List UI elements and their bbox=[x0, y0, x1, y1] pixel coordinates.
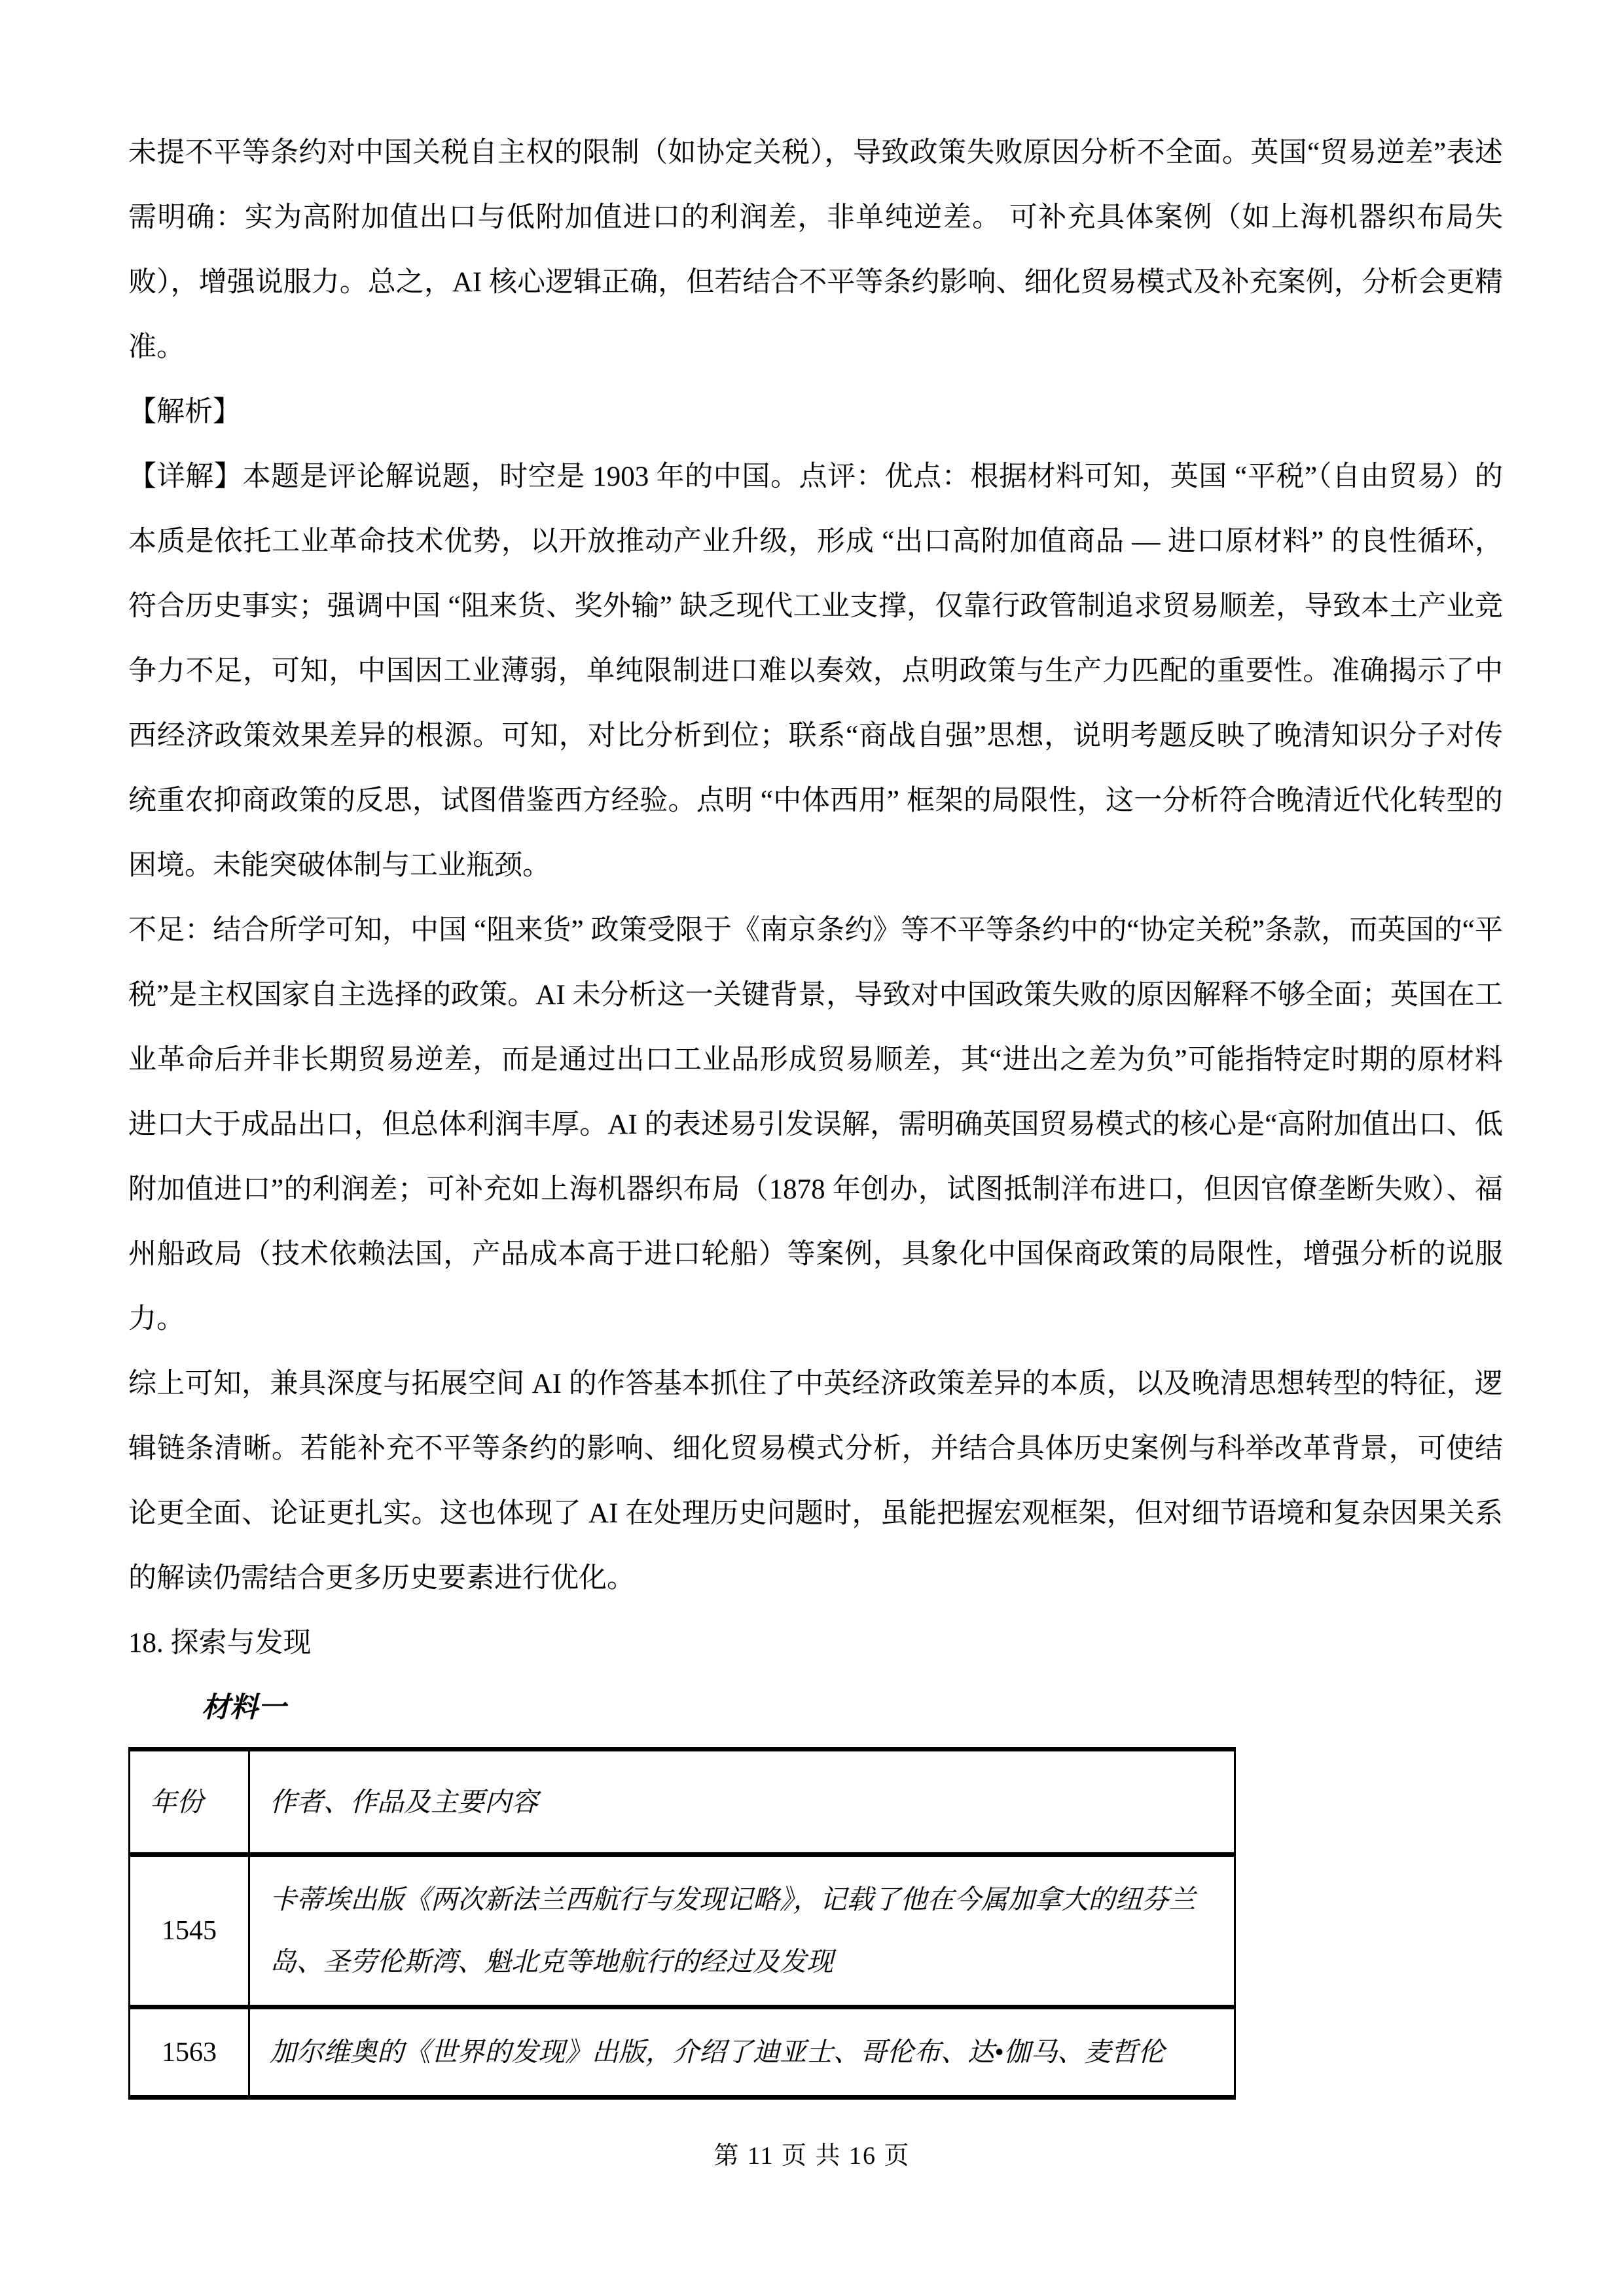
content-cell: 加尔维奥的《世界的发现》出版，介绍了迪亚士、哥伦布、达•伽马、麦哲伦 bbox=[249, 2007, 1235, 2098]
material-1-label: 材料一 bbox=[202, 1693, 286, 1723]
continuation-paragraph: 未提不平等条约对中国关税自主权的限制（如协定关税），导致政策失败原因分析不全面。英国“贸易逆差”表述需明确：实为高附加值出口与低附加值进口的利润差，非单纯逆差。 可补充具体案例（如上海机器织布局失败），增强说服力。总之，AI 核心逻辑正确，但若结合不平等条约影响、细化贸易模式及补充案例，分析会更精准。 bbox=[128, 137, 1503, 363]
page-footer: 第 11 页 共 16 页 bbox=[713, 2142, 911, 2170]
detail-paragraph bbox=[128, 444, 1503, 898]
materials-table bbox=[128, 1747, 1236, 2100]
table-header-year: 年份 bbox=[130, 1749, 249, 1855]
analysis-heading: 【解析】 bbox=[128, 397, 241, 427]
table-header-row bbox=[130, 1749, 1235, 1855]
question-18-heading: 18. 探索与发现 bbox=[128, 1628, 312, 1659]
year-cell: 1563 bbox=[130, 2007, 249, 2098]
summary-paragraph: 综上可知，兼具深度与拓展空间 AI 的作答基本抓住了中英经济政策差异的本质，以及晚清思想转型的特征，逻辑链条清晰。若能补充不平等条约的影响、细化贸易模式分析，并结合具体历史案例与科举改革背景，可使结论更全面、论证更扎实。这也体现了 AI 在处理历史问题时，虽能把握宏观框架，但对细节语境和复杂因果关系的解读仍需结合更多历史要素进行优化。 bbox=[128, 1369, 1503, 1594]
table-row bbox=[130, 2007, 1235, 2098]
page-body bbox=[128, 120, 1503, 2100]
year-cell: 1545 bbox=[130, 1855, 249, 2007]
table-header-content: 作者、作品及主要内容 bbox=[249, 1749, 1235, 1855]
shortcomings-paragraph: 不足：结合所学可知，中国 “阻来货” 政策受限于《南京条约》等不平等条约中的“协定关税”条款，而英国的“平税”是主权国家自主选择的政策。AI 未分析这一关键背景，导致对中国政策失败的原因解释不够全面；英国在工业革命后并非长期贸易逆差，而是通过出口工业品形成贸易顺差，其“进出之差为负”可能指特定时期的原材料进口大于成品出口，但总体利润丰厚。AI 的表述易引发误解，需明确英国贸易模式的核心是“高附加值出口、低附加值进口”的利润差；可补充如上海机器织布局（1878 年创办，试图抵制洋布进口，但因官僚垄断失败）、福州船政局（技术依赖法国，产品成本高于进口轮船）等案例，具象化中国保商政策的局限性，增强分析的说服力。 bbox=[128, 915, 1503, 1335]
table-row bbox=[130, 1855, 1235, 2007]
detail-label: 【详解】 bbox=[128, 461, 243, 492]
content-cell: 卡蒂埃出版《两次新法兰西航行与发现记略》，记载了他在今属加拿大的纽芬兰岛、圣劳伦斯湾、魁北克等地航行的经过及发现 bbox=[249, 1855, 1235, 2007]
detail-text: 本题是评论解说题，时空是 1903 年的中国。点评：优点：根据材料可知，英国 “平税”（自由贸易）的本质是依托工业革命技术优势，以开放推动产业升级，形成 “出口高附加值商品 — 进口原材料” 的良性循环，符合历史事实；强调中国 “阻来货、奖外输” 缺乏现代工业支撑，仅靠行政管制追求贸易顺差，导致本土产业竞争力不足，可知，中国因工业薄弱，单纯限制进口难以奏效，点明政策与生产力匹配的重要性。准确揭示了中西经济政策效果差异的根源。可知，对比分析到位；联系“商战自强”思想，说明考题反映了晚清知识分子对传统重农抑商政策的反思，试图借鉴西方经验。点明 “中体西用” 框架的局限性，这一分析符合晚清近代化转型的困境。未能突破体制与工业瓶颈。 bbox=[128, 461, 1504, 881]
